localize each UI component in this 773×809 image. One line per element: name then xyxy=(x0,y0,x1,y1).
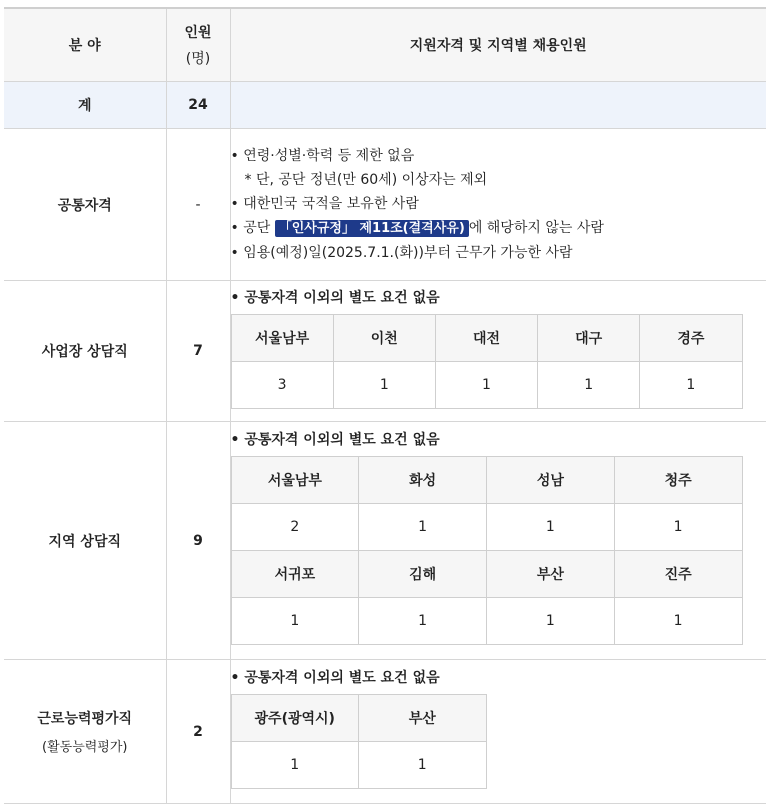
common-row xyxy=(4,129,766,281)
common-requirements xyxy=(230,129,766,281)
region-count: 1 xyxy=(359,598,487,645)
region-header: 진주 xyxy=(614,551,742,598)
region-count: 1 xyxy=(231,742,359,789)
header-count-unit: (명) xyxy=(185,51,211,67)
business-counselor-detail xyxy=(230,281,766,422)
work-ability-detail xyxy=(230,660,766,804)
region-count: 1 xyxy=(359,742,487,789)
region-count: 1 xyxy=(614,598,742,645)
total-label: 계 xyxy=(4,82,166,129)
common-label: 공통자격 xyxy=(4,129,166,281)
total-count: 24 xyxy=(166,82,230,129)
work-ability-label-cell xyxy=(4,660,166,804)
region-count: 3 xyxy=(231,361,333,408)
business-counselor-count: 7 xyxy=(166,281,230,422)
common-item: • 연령·성별·학력 등 제한 없음 xyxy=(230,148,415,164)
header-field: 분 야 xyxy=(4,8,166,82)
region-header: 이천 xyxy=(333,314,435,361)
requirement-text: • 공통자격 이외의 별도 요건 없음 xyxy=(230,670,440,686)
region-header: 김해 xyxy=(359,551,487,598)
header-detail: 지원자격 및 지역별 채용인원 xyxy=(230,8,766,82)
regional-counselor-label: 지역 상담직 xyxy=(4,422,166,660)
region-count: 1 xyxy=(359,504,487,551)
region-header: 부산 xyxy=(487,551,615,598)
common-count: - xyxy=(166,129,230,281)
region-header: 성남 xyxy=(487,457,615,504)
region-table xyxy=(231,456,743,645)
common-item-prefix: • 공단 xyxy=(230,220,271,236)
region-header: 서귀포 xyxy=(231,551,359,598)
region-count: 1 xyxy=(487,598,615,645)
business-counselor-row xyxy=(4,281,766,422)
region-header: 서울남부 xyxy=(231,457,359,504)
common-item: • 임용(예정)일(2025.7.1.(화))부터 근무가 가능한 사람 xyxy=(230,245,573,261)
region-count: 1 xyxy=(614,504,742,551)
region-count: 1 xyxy=(231,598,359,645)
region-header: 대전 xyxy=(435,314,537,361)
common-item: • 대한민국 국적을 보유한 사람 xyxy=(230,196,419,212)
region-count: 2 xyxy=(231,504,359,551)
total-detail xyxy=(230,82,766,129)
region-count: 1 xyxy=(640,361,742,408)
region-count: 1 xyxy=(487,504,615,551)
header-count xyxy=(166,8,230,82)
region-header: 청주 xyxy=(614,457,742,504)
region-table xyxy=(231,694,487,789)
region-count: 1 xyxy=(538,361,640,408)
business-counselor-label: 사업장 상담직 xyxy=(4,281,166,422)
requirement-text: • 공통자격 이외의 별도 요건 없음 xyxy=(230,432,440,448)
regional-counselor-detail xyxy=(230,422,766,660)
region-header: 광주(광역시) xyxy=(231,695,359,742)
total-row xyxy=(4,82,766,129)
recruitment-table xyxy=(4,7,766,804)
regional-counselor-row xyxy=(4,422,766,660)
region-count: 1 xyxy=(435,361,537,408)
common-item-suffix: 에 해당하지 않는 사람 xyxy=(468,220,604,236)
region-header: 대구 xyxy=(538,314,640,361)
header-row xyxy=(4,8,766,82)
region-header: 부산 xyxy=(359,695,487,742)
work-ability-sublabel: (활동능력평가) xyxy=(42,740,128,755)
work-ability-label: 근로능력평가직 xyxy=(37,711,133,727)
common-note: * 단, 공단 정년(만 60세) 이상자는 제외 xyxy=(244,172,488,188)
region-table xyxy=(231,314,743,409)
header-count-label: 인원 xyxy=(184,25,212,41)
work-ability-count: 2 xyxy=(166,660,230,804)
regional-counselor-count: 9 xyxy=(166,422,230,660)
regulation-highlight: 「인사규정」 제11조(결격사유) xyxy=(275,220,469,237)
region-header: 경주 xyxy=(640,314,742,361)
region-header: 화성 xyxy=(359,457,487,504)
region-count: 1 xyxy=(333,361,435,408)
common-item xyxy=(231,216,767,241)
requirement-text: • 공통자격 이외의 별도 요건 없음 xyxy=(230,289,440,306)
work-ability-row xyxy=(4,660,766,804)
region-header: 서울남부 xyxy=(231,314,333,361)
